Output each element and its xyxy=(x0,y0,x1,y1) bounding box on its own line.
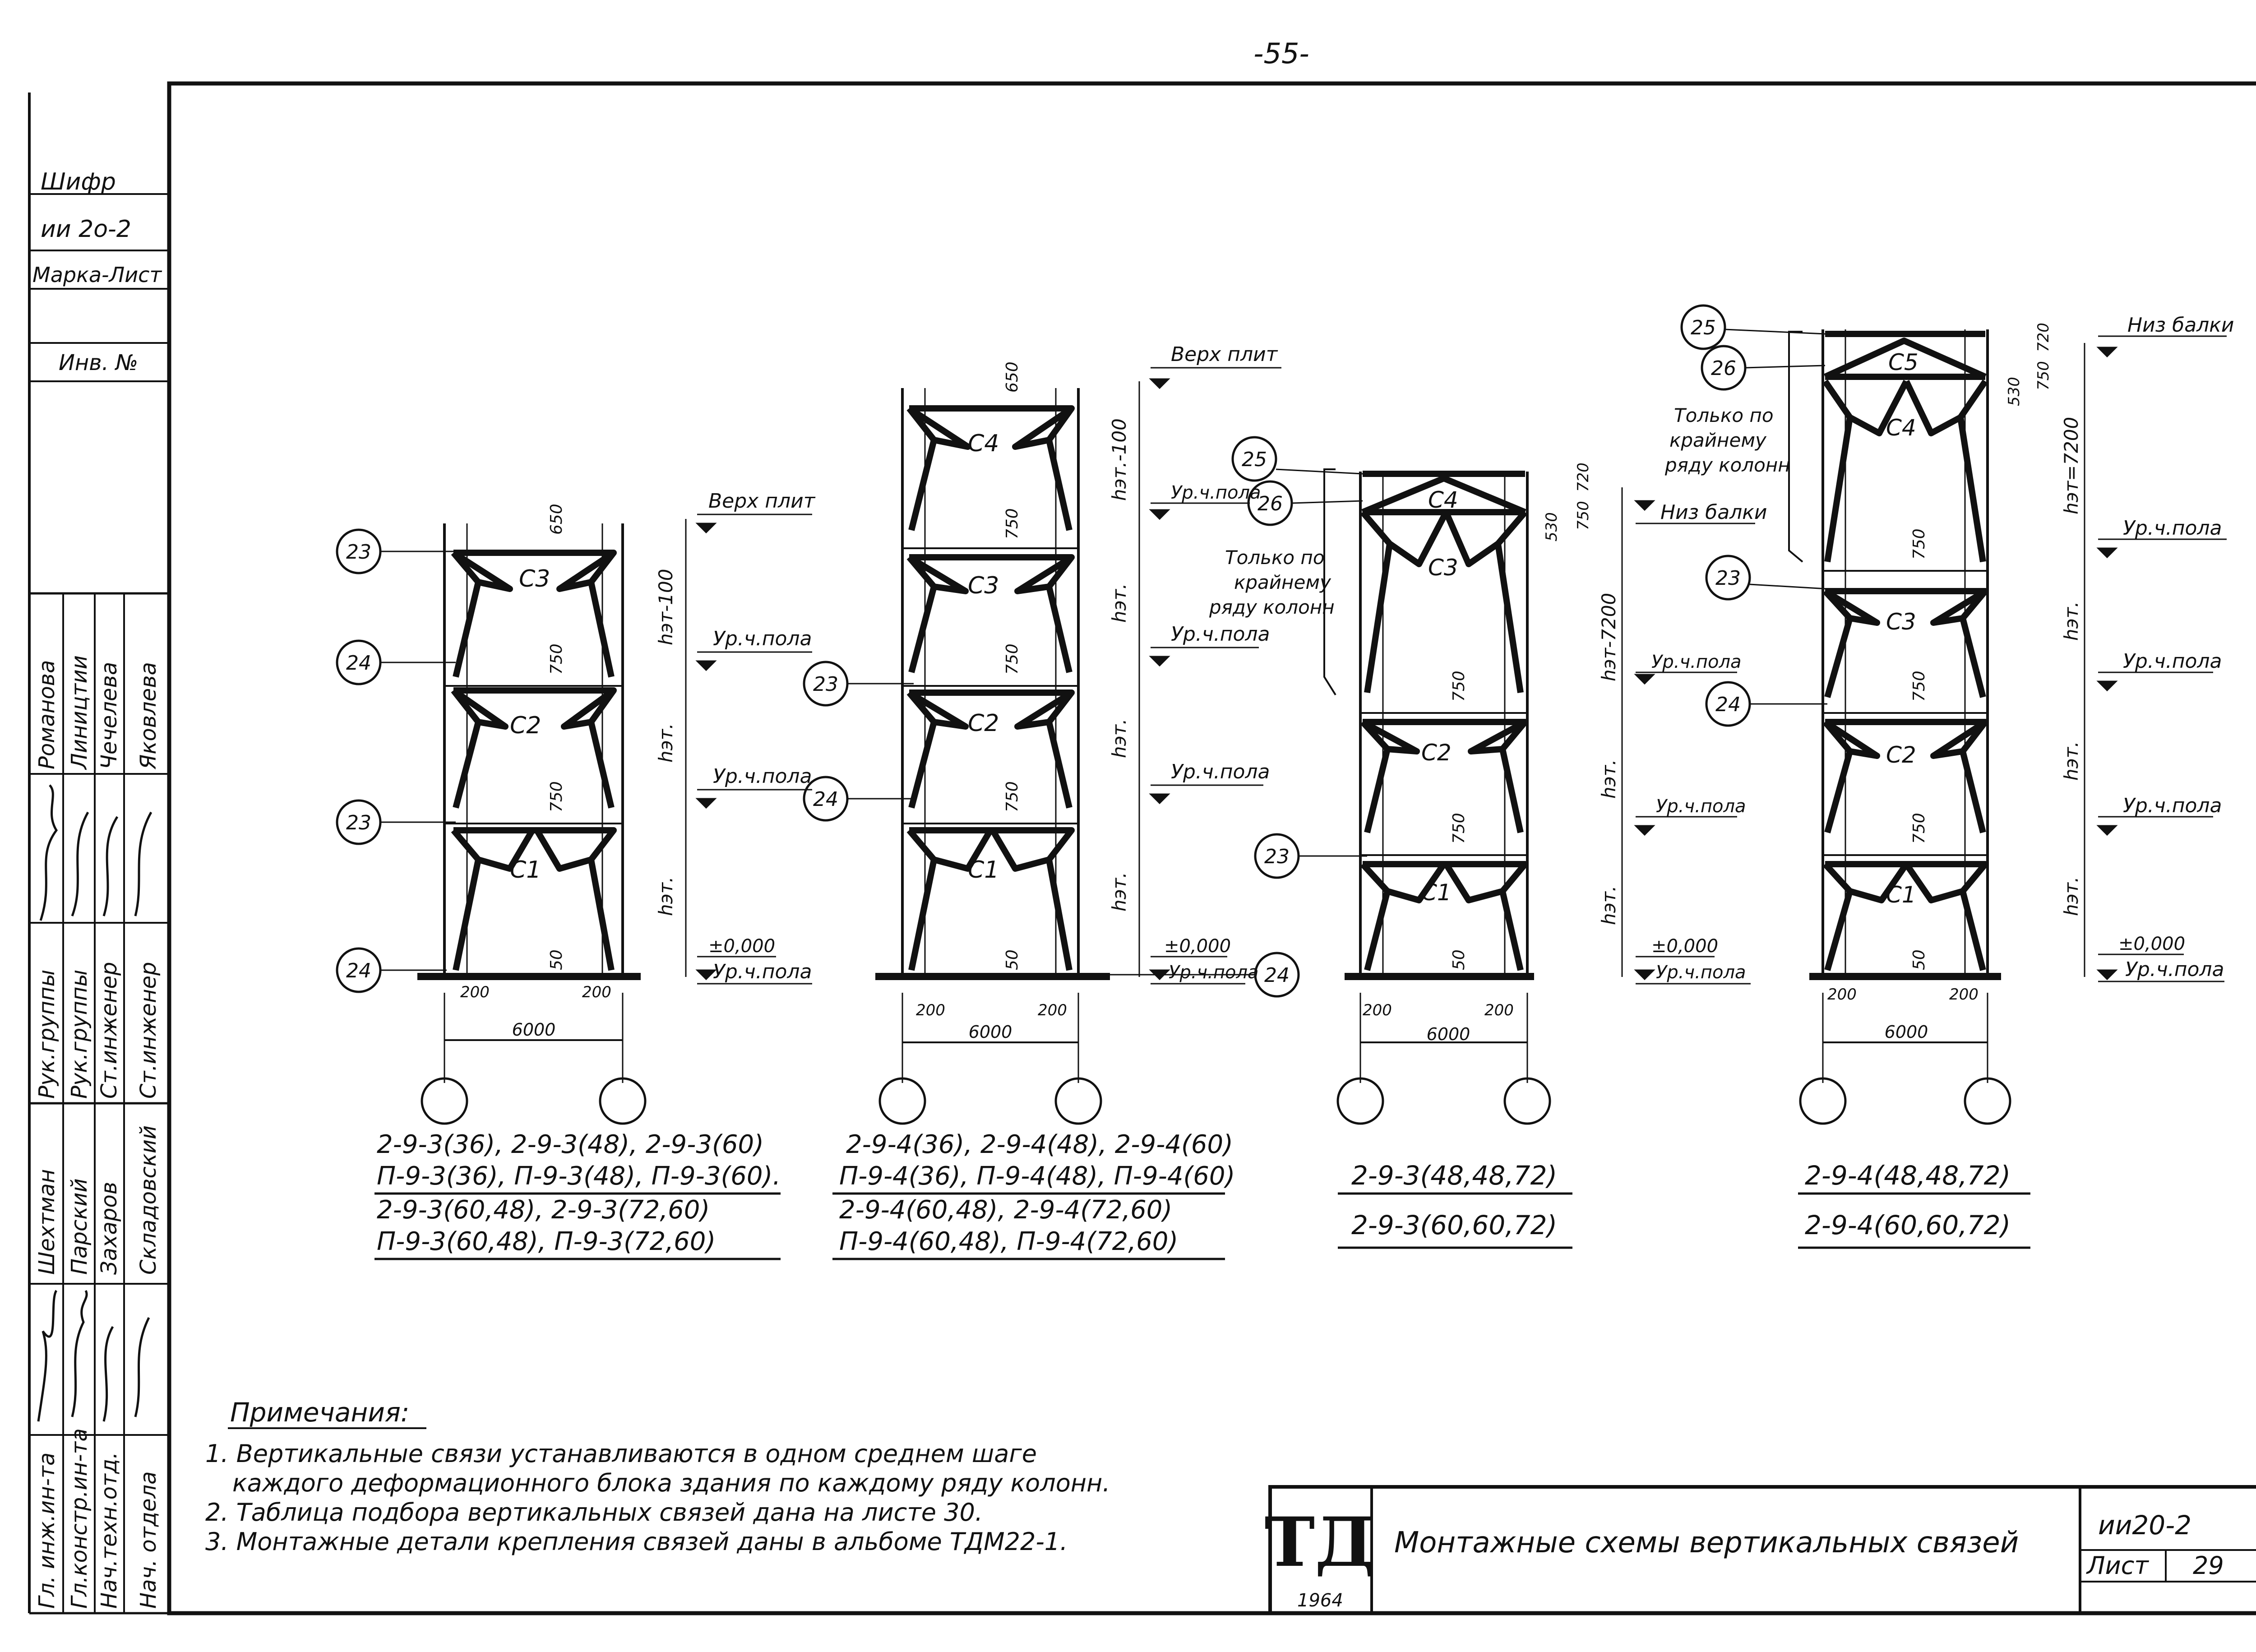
level-label: Ур.ч.пола xyxy=(1651,652,1742,672)
span-dim: 6000 xyxy=(968,1022,1012,1042)
height-label: hэт. xyxy=(1598,759,1620,799)
height-label: hэт-7200 xyxy=(1598,592,1620,681)
level-label: Ур.ч.пола xyxy=(1171,623,1270,646)
staff-name: Парский xyxy=(67,1178,92,1275)
bubble-label: 25 xyxy=(1691,316,1716,339)
level-label: Верх плит xyxy=(1171,343,1278,366)
staff-position: Нач. отдела xyxy=(136,1471,161,1609)
dim-right: 750 xyxy=(2034,361,2053,390)
panel-label: С1 xyxy=(510,856,541,884)
height-label: hэт. xyxy=(1108,872,1130,912)
mark-caption: П-9-4(60,48), П-9-4(72,60) xyxy=(839,1227,1179,1256)
sheet-number: 29 xyxy=(2193,1551,2224,1580)
outer-row-note: ряду колонн xyxy=(1665,454,1790,476)
note-line: 3. Монтажные детали крепления связей даны в альбоме ТДМ22-1. xyxy=(205,1527,1068,1556)
level-label: Ур.ч.пола xyxy=(2123,650,2222,673)
span-dim: 6000 xyxy=(1884,1022,1928,1042)
drawing-code: ии20-2 xyxy=(2098,1510,2192,1541)
bubble-label: 23 xyxy=(1715,567,1741,590)
level-label: Низ балки xyxy=(2127,314,2234,337)
mark-caption: П-9-4(36), П-9-4(48), П-9-4(60) xyxy=(839,1161,1235,1191)
staff-name: Шехтман xyxy=(34,1169,60,1275)
dim-top: 650 xyxy=(547,504,566,535)
dim-side: 200 xyxy=(1363,1001,1392,1019)
level-label: Ур.ч.пола xyxy=(713,960,812,983)
height-label: hэт-100 xyxy=(655,569,677,645)
callout-bubbles xyxy=(337,530,456,992)
height-label: hэт. xyxy=(1108,583,1130,623)
ground-line xyxy=(417,973,641,980)
dim-side: 200 xyxy=(460,983,490,1001)
axis-marker xyxy=(880,1078,925,1124)
bubble-label: 25 xyxy=(1242,448,1267,471)
level-label: Низ балки xyxy=(1660,501,1767,524)
dim-base: 50 xyxy=(1450,949,1468,970)
bubble-label: 24 xyxy=(1715,693,1741,716)
mark-caption: 2-9-4(60,60,72) xyxy=(1805,1210,2011,1240)
ground-line xyxy=(875,973,1110,980)
page-number: -55- xyxy=(1253,37,1309,70)
outer-row-note: Только по xyxy=(1674,404,1774,426)
notes-title: Примечания: xyxy=(230,1397,410,1428)
dim-base: 50 xyxy=(1003,949,1022,970)
panel-label: С3 xyxy=(968,572,999,599)
span-dim: 6000 xyxy=(512,1020,556,1040)
dim-right: 750 xyxy=(1574,501,1592,530)
dim-floor: 750 xyxy=(1910,671,1928,702)
level-label: Ур.ч.пола xyxy=(713,627,812,650)
level-label: Ур.ч.пола xyxy=(1656,962,1746,983)
side-stamp xyxy=(29,93,169,1613)
outer-row-note: крайнему xyxy=(1234,571,1331,593)
level-label: Ур.ч.пола xyxy=(2123,517,2222,540)
note-line: каждого деформационного блока здания по каждому ряду колонн. xyxy=(232,1469,1110,1497)
bubble-label: 23 xyxy=(346,541,371,564)
outer-row-note: Только по xyxy=(1225,546,1325,569)
mark-caption: П-9-3(36), П-9-3(48), П-9-3(60). xyxy=(377,1161,781,1191)
panel-label: С2 xyxy=(1421,740,1452,766)
note-line: 2. Таблица подбора вертикальных связей дана на листе 30. xyxy=(205,1498,983,1527)
panel-label: С1 xyxy=(968,856,999,884)
panel-label: С5 xyxy=(1888,349,1919,375)
dim-side: 200 xyxy=(1949,986,1979,1004)
notes xyxy=(205,1397,1110,1556)
dim-floor: 750 xyxy=(1450,813,1468,844)
mark-caption: 2-9-4(60,48), 2-9-4(72,60) xyxy=(839,1195,1173,1225)
panel-label: С3 xyxy=(1428,555,1458,581)
dim-right: 720 xyxy=(2034,323,2053,352)
mark-caption: 2-9-3(60,60,72) xyxy=(1351,1210,1558,1240)
axis-marker xyxy=(422,1078,467,1124)
axis-marker xyxy=(1505,1078,1550,1124)
ground-line xyxy=(1809,973,2001,980)
outer-row-note: ряду колонн xyxy=(1209,596,1335,618)
cipher-value: ии 2о-2 xyxy=(41,216,131,243)
dim-top: 650 xyxy=(1003,361,1022,393)
staff-name: Чечелева xyxy=(97,662,122,769)
level-label: ±0,000 xyxy=(708,936,776,957)
height-label: hэт. xyxy=(2060,601,2082,641)
cipher-label: Шифр xyxy=(41,168,116,195)
bubble-label: 24 xyxy=(346,959,371,982)
panel-label: С4 xyxy=(968,430,999,457)
level-label: ±0,000 xyxy=(1651,936,1719,957)
dim-side: 200 xyxy=(1038,1001,1067,1019)
drawing-frame xyxy=(169,83,2256,1613)
dim-floor: 750 xyxy=(1450,671,1468,702)
height-label: hэт. xyxy=(2060,741,2082,781)
dim-side: 200 xyxy=(582,983,611,1001)
staff-position: Рук.группы xyxy=(67,969,92,1099)
dim-base: 50 xyxy=(547,949,566,970)
staff-name: Захаров xyxy=(97,1181,122,1275)
dim-floor: 750 xyxy=(1910,528,1928,560)
panel-label: С2 xyxy=(968,710,999,737)
inventory-label: Инв. № xyxy=(59,350,139,375)
level-label: Ур.ч.пола xyxy=(2123,794,2222,817)
staff-position: Гл. инж.ин-та xyxy=(34,1452,60,1609)
staff-position: Ст.инженер xyxy=(136,962,161,1099)
bubble-label: 26 xyxy=(1711,357,1736,380)
panel-label: С4 xyxy=(1428,487,1458,513)
height-label: hэт. xyxy=(1108,718,1130,758)
bubble-label: 26 xyxy=(1257,492,1283,515)
frame-diagram-2 xyxy=(804,343,1299,1259)
staff-position: Гл.констр.ин-та xyxy=(67,1428,92,1609)
height-label: hэт.-100 xyxy=(1108,418,1130,501)
panel-label: С1 xyxy=(1421,879,1452,906)
level-label: Ур.ч.пола xyxy=(1171,760,1270,783)
height-label: hэт. xyxy=(2060,876,2082,916)
mark-caption: 2-9-4(36), 2-9-4(48), 2-9-4(60) xyxy=(846,1130,1233,1159)
span-dim: 6000 xyxy=(1426,1024,1470,1044)
mark-caption: 2-9-3(36), 2-9-3(48), 2-9-3(60) xyxy=(377,1130,764,1159)
bracing-panel xyxy=(909,408,1072,970)
logo: ТД xyxy=(1264,1503,1375,1582)
bracing-panel xyxy=(453,553,614,970)
dim-side: 200 xyxy=(916,1001,945,1019)
staff-name: Лиництии xyxy=(67,655,92,769)
panel-label: С3 xyxy=(1886,609,1916,635)
axis-marker xyxy=(1800,1078,1845,1124)
mark-caption: П-9-3(60,48), П-9-3(72,60) xyxy=(377,1227,716,1256)
dim-floor: 750 xyxy=(1910,813,1928,844)
mark-sheet-label: Марка-Лист xyxy=(32,263,162,287)
bubble-label: 23 xyxy=(1264,845,1290,868)
dim-right: 530 xyxy=(2005,377,2023,406)
dim-right: 530 xyxy=(1543,512,1561,541)
panel-label: С4 xyxy=(1886,415,1916,441)
bubble-label: 23 xyxy=(813,673,838,696)
level-label: Ур.ч.пола xyxy=(1656,796,1746,817)
level-label: Ур.ч.пола xyxy=(2125,958,2224,981)
height-label: hэт=7200 xyxy=(2060,416,2082,514)
frame-diagram-1 xyxy=(337,490,816,1259)
level-markers xyxy=(697,514,812,984)
year: 1964 xyxy=(1297,1590,1343,1611)
level-label: Верх плит xyxy=(708,490,815,513)
axis-marker xyxy=(1965,1078,2010,1124)
sheet-label: Лист xyxy=(2087,1551,2149,1580)
dim-floor: 750 xyxy=(1003,508,1022,539)
mark-caption: 2-9-3(48,48,72) xyxy=(1351,1160,1558,1191)
axis-marker xyxy=(1338,1078,1383,1124)
dim-floor: 750 xyxy=(1003,781,1022,812)
level-label: ±0,000 xyxy=(2118,934,2186,954)
dim-right: 720 xyxy=(1574,463,1592,492)
staff-position: Рук.группы xyxy=(34,969,60,1099)
dim-base: 50 xyxy=(1910,949,1928,970)
bubble-label: 24 xyxy=(1264,964,1290,987)
level-label: Ур.ч.пола xyxy=(1169,962,1259,983)
mark-caption: 2-9-4(48,48,72) xyxy=(1805,1160,2011,1191)
mark-caption: 2-9-3(60,48), 2-9-3(72,60) xyxy=(377,1195,710,1225)
dim-floor: 750 xyxy=(547,643,566,675)
callout-bubbles xyxy=(1233,437,1367,878)
panel-label: С2 xyxy=(510,712,541,739)
panel-label: С3 xyxy=(519,565,550,592)
panel-label: С1 xyxy=(1886,882,1916,908)
axis-marker xyxy=(1056,1078,1101,1124)
ground-line xyxy=(1345,973,1534,980)
dim-side: 200 xyxy=(1827,986,1857,1004)
frame-diagram-3 xyxy=(1209,437,1767,1248)
level-label: Ур.ч.пола xyxy=(1171,482,1261,503)
frame-diagram-4 xyxy=(1664,305,2234,1248)
staff-position: Ст.инженер xyxy=(97,962,122,1099)
drawing-title: Монтажные схемы вертикальных связей xyxy=(1394,1526,2019,1559)
height-label: hэт. xyxy=(655,723,677,763)
outer-row-note: крайнему xyxy=(1669,429,1766,451)
panel-label: С2 xyxy=(1886,742,1916,768)
axis-marker xyxy=(600,1078,645,1124)
dim-floor: 750 xyxy=(547,781,566,812)
height-label: hэт. xyxy=(1598,885,1620,925)
staff-name: Складовский xyxy=(136,1125,161,1275)
level-label: ±0,000 xyxy=(1164,936,1231,957)
dim-floor: 750 xyxy=(1003,643,1022,675)
bubble-label: 24 xyxy=(346,652,371,675)
note-line: 1. Вертикальные связи устанавливаются в одном среднем шаге xyxy=(205,1439,1037,1468)
dim-side: 200 xyxy=(1484,1001,1514,1019)
bubble-label: 23 xyxy=(346,811,371,834)
staff-position: Нач.техн.отд. xyxy=(97,1452,122,1609)
bubble-label: 24 xyxy=(813,788,838,811)
staff-name: Яковлева xyxy=(136,662,161,769)
level-label: Ур.ч.пола xyxy=(713,765,812,788)
height-label: hэт. xyxy=(655,876,677,916)
staff-name: Романова xyxy=(34,660,60,769)
title-block xyxy=(1265,1487,2256,1613)
